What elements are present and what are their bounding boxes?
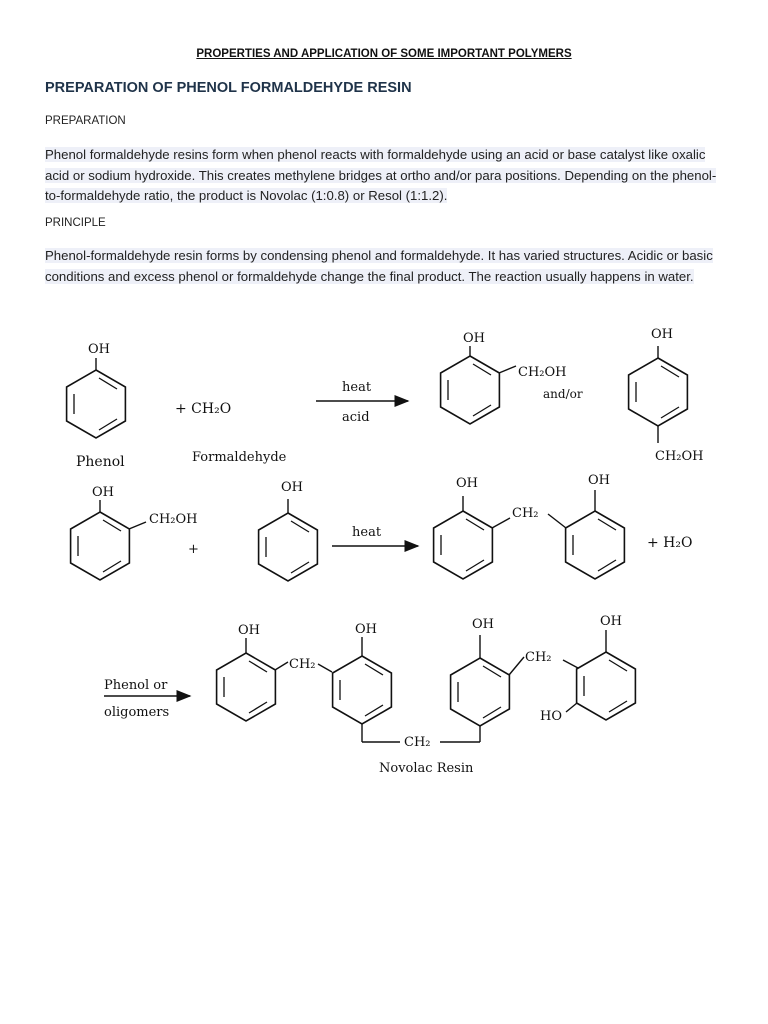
phenol-or-label: Phenol or	[104, 678, 168, 693]
oligomers-label: oligomers	[104, 705, 170, 720]
oh-label: OH	[588, 473, 610, 488]
oh-label: OH	[92, 485, 114, 500]
hydroxymethylphenol-reactant	[71, 485, 198, 580]
ch2-label: CH₂	[512, 506, 539, 521]
preparation-paragraph	[45, 145, 730, 207]
and-or-label: and/or	[543, 387, 583, 401]
principle-paragraph	[45, 246, 730, 287]
principle-text: Phenol-formaldehyde resin forms by condensing phenol and formaldehyde. It has varied structures. Acidic or basic conditions and excess phenol or formaldehyde change the final product. The reaction usually happens in water.	[45, 248, 713, 284]
novolac-resin-structure	[217, 614, 636, 750]
oh-label: OH	[472, 617, 494, 632]
plus-sign: +	[188, 542, 199, 557]
phenol-molecule	[67, 342, 126, 470]
phenol-reactant	[259, 480, 318, 581]
section-heading: PREPARATION OF PHENOL FORMALDEHYDE RESIN	[45, 80, 412, 96]
methylene-bridged-dimer	[434, 473, 625, 579]
ortho-hydroxymethylphenol	[441, 331, 567, 424]
preparation-text: Phenol formaldehyde resins form when phenol reacts with formaldehyde using an acid or base catalyst like oxalic acid or sodium hydroxide. This creates methylene bridges at ortho and/or para positions. Depending on the phenol-to-formaldehyde ratio, the product is Novolac (1:0.8) or Resol (1:1.2).	[45, 147, 717, 203]
principle-label: PRINCIPLE	[45, 217, 106, 229]
heat-label: heat	[352, 525, 382, 540]
oh-label: OH	[456, 476, 478, 491]
phenol-label: Phenol	[76, 454, 125, 470]
water-product: + H₂O	[647, 535, 693, 551]
novolac-resin-label: Novolac Resin	[379, 761, 474, 776]
ch2oh-label: CH₂OH	[518, 365, 567, 380]
formaldehyde-label: Formaldehyde	[192, 450, 287, 465]
oh-label: OH	[238, 623, 260, 638]
ch2-label: CH₂	[404, 735, 431, 750]
oh-label: OH	[600, 614, 622, 629]
oh-label: OH	[281, 480, 303, 495]
acid-label: acid	[342, 410, 370, 425]
preparation-label: PREPARATION	[45, 115, 126, 127]
para-hydroxymethylphenol	[629, 327, 704, 464]
oh-label: OH	[355, 622, 377, 637]
formaldehyde-formula: + CH₂O	[175, 401, 232, 417]
oh-label: OH	[463, 331, 485, 346]
ch2-label: CH₂	[525, 650, 552, 665]
heat-label: heat	[342, 380, 372, 395]
reaction-scheme-figure	[0, 310, 768, 790]
ch2-label: CH₂	[289, 657, 316, 672]
ch2oh-label: CH₂OH	[149, 512, 198, 527]
document-title: PROPERTIES AND APPLICATION OF SOME IMPORTANT POLYMERS	[196, 48, 572, 60]
ch2oh-label: CH₂OH	[655, 449, 704, 464]
oh-label: OH	[651, 327, 673, 342]
ho-label: HO	[540, 709, 562, 724]
oh-label: OH	[88, 342, 110, 357]
